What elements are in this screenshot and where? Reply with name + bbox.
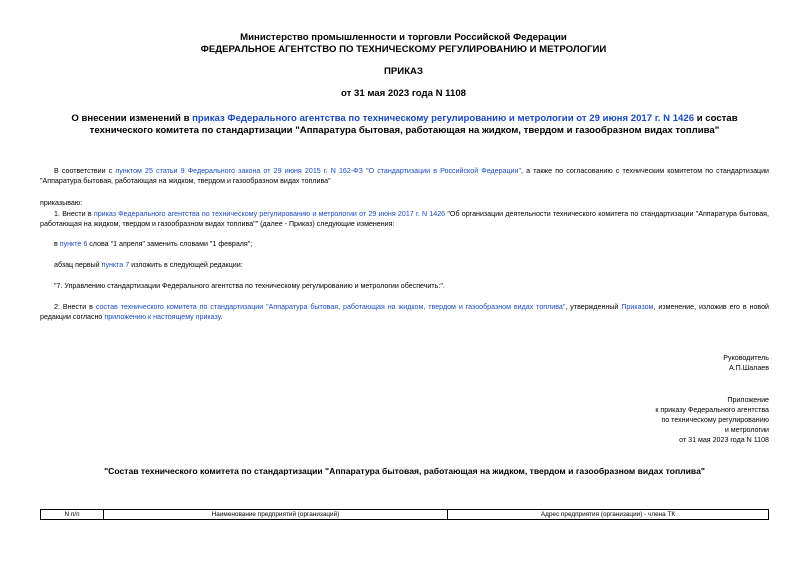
preamble-paragraph [40,166,769,186]
sub-item-2-text: абзац первый [54,261,102,269]
appendix-link[interactable]: приложению к настоящему приказу [104,313,221,321]
column-header-address: Адрес предприятия (организации) - члена ТК [448,510,769,520]
column-header-number: N п/п [41,510,104,520]
document-title [40,113,769,137]
item-2-text: 2. Внести в [54,303,96,311]
preamble-text-end: , а также по согласованию с техническим комитетом по стандартизации "Аппаратура бытовая, работающая на жидком, твердом и газообразном видах топлива" [40,167,770,185]
item-2-text-end: . [220,313,223,321]
agency-name: ФЕДЕРАЛЬНОЕ АГЕНТСТВО ПО ТЕХНИЧЕСКОМУ РЕГУЛИРОВАНИЮ И МЕТРОЛОГИИ [200,44,607,55]
order-reference-link[interactable]: Приказом [621,303,654,311]
item-1-order-link[interactable]: приказ Федерального агентства по техническому регулированию и метрологии от 29 июня 2017 г. N 1426 [93,210,446,218]
appendix-line-3: по техническому регулированию [661,416,769,424]
composition-link[interactable]: состав технического комитета по стандартизации "Аппаратура бытовая, работающая на жидком, твердом и газообразном видах топлива" [95,303,566,311]
table-header-row [41,510,769,520]
item-2-text-c: , изменение, изложив его в новой редакции согласно [40,303,769,321]
preamble-text: В соответствии с [54,167,116,175]
appendix-line-4: и метрологии [724,426,769,434]
sub-item-1 [54,239,769,249]
item-2-paragraph [40,302,769,322]
column-header-organization: Наименование предприятий (организаций) [104,510,448,520]
title-text: О внесении изменений в [71,113,193,124]
ministry-name: Министерство промышленности и торговли Российской Федерации [240,32,567,43]
point-7-link[interactable]: пункта 7 [101,261,130,269]
sub-item-1-text: в [54,240,60,248]
order-word: приказываю: [40,199,83,207]
doc-type: ПРИКАЗ [384,66,423,77]
appendix-line-5: от 31 мая 2023 года N 1108 [679,436,769,444]
signature-role: Руководитель [723,354,769,362]
sub-item-3: "7. Управлению стандартизации Федерального агентства по техническому регулированию и метрологии обеспечить:". [54,282,445,290]
item-1-text-end: "Об организации деятельности технического комитета по стандартизации "Аппаратура бытовая, работающая на жидком, твердом и газообразном видах топлива"" (далее - Приказ) следующие изменения: [40,210,769,228]
sub-item-1-text-end: слова "1 апреля" заменить словами "1 февраля"; [87,240,253,248]
appendix-line-2: к приказу Федерального агентства [655,406,769,414]
members-table [40,509,769,520]
sub-item-2 [54,260,769,270]
sub-item-2-text-end: изложить в следующей редакции: [129,261,243,269]
title-text-end: и состав технического комитета по стандартизации "Аппаратура бытовая, работающая на жидком, твердом и газообразном видах топлива" [89,113,738,136]
federal-law-link[interactable]: пунктом 25 статьи 9 Федерального закона от 29 июня 2015 г. N 162-ФЗ "О стандартизации в Российской Федерации" [115,167,521,175]
doc-date: от 31 мая 2023 года N 1108 [341,88,466,99]
item-1-text: 1. Внести в [54,210,94,218]
composition-title: "Состав технического комитета по стандартизации "Аппаратура бытовая, работающая на жидком, твердом и газообразном видах топлива" [104,466,705,476]
item-2-text-b: , утвержденный [565,303,622,311]
item-1-paragraph [40,209,769,229]
appendix-line-1: Приложение [727,396,769,404]
point-6-link[interactable]: пункте 6 [59,240,88,248]
signature-name: А.П.Шалаев [728,364,769,372]
title-order-link[interactable]: приказ Федерального агентства по техническому регулированию и метрологии от 29 июня 2017 г. N 1426 [192,113,695,124]
